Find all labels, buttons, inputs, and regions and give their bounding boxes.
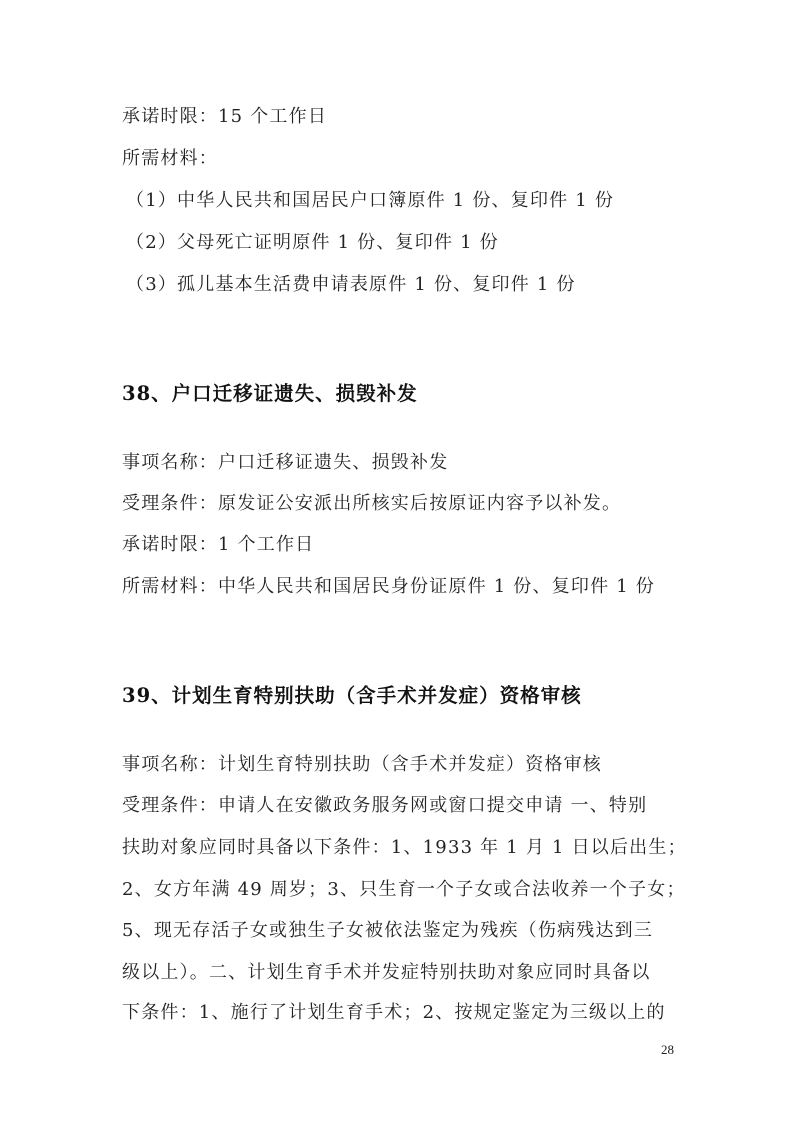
section-39-name: 事项名称：计划生育特别扶助（含手术并发症）资格审核 xyxy=(122,754,602,775)
section-39-condition-line-1: 受理条件：申请人在安徽政务服务网或窗口提交申请 一、特别 xyxy=(122,795,648,816)
section-39-condition-line-6: 下条件：1、施行了计划生育手术；2、按规定鉴定为三级以上的 xyxy=(122,1002,666,1023)
section-38-materials: 所需材料：中华人民共和国居民身份证原件 1 份、复印件 1 份 xyxy=(122,576,655,597)
material-item-2: （2）父母死亡证明原件 1 份、复印件 1 份 xyxy=(126,232,499,253)
section-39-heading: 39、计划生育特别扶助（含手术并发症）资格审核 xyxy=(122,684,582,707)
section-39-condition-line-3: 2、女方年满 49 周岁；3、只生育一个子女或合法收养一个子女； xyxy=(122,879,686,900)
materials-label: 所需材料： xyxy=(122,148,218,169)
material-item-3: （3）孤儿基本生活费申请表原件 1 份、复印件 1 份 xyxy=(126,274,576,295)
material-item-1: （1）中华人民共和国居民户口簿原件 1 份、复印件 1 份 xyxy=(126,190,615,211)
section-38-condition: 受理条件：原发证公安派出所核实后按原证内容予以补发。 xyxy=(122,493,622,514)
time-limit-line: 承诺时限：15 个工作日 xyxy=(122,106,328,127)
section-38-time-limit: 承诺时限：1 个工作日 xyxy=(122,534,315,555)
page-number: 28 xyxy=(661,1042,674,1057)
section-39-condition-line-4: 5、现无存活子女或独生子女被依法鉴定为残疾（伤病残达到三 xyxy=(122,920,654,941)
section-38-name: 事项名称：户口迁移证遗失、损毁补发 xyxy=(122,452,449,473)
section-38-heading: 38、户口迁移证遗失、损毁补发 xyxy=(122,382,418,405)
section-39-condition-line-5: 级以上）。二、计划生育手术并发症特别扶助对象应同时具备以 xyxy=(122,962,651,983)
section-39-condition-line-2: 扶助对象应同时具备以下条件：1、1933 年 1 月 1 日以后出生； xyxy=(122,837,687,858)
